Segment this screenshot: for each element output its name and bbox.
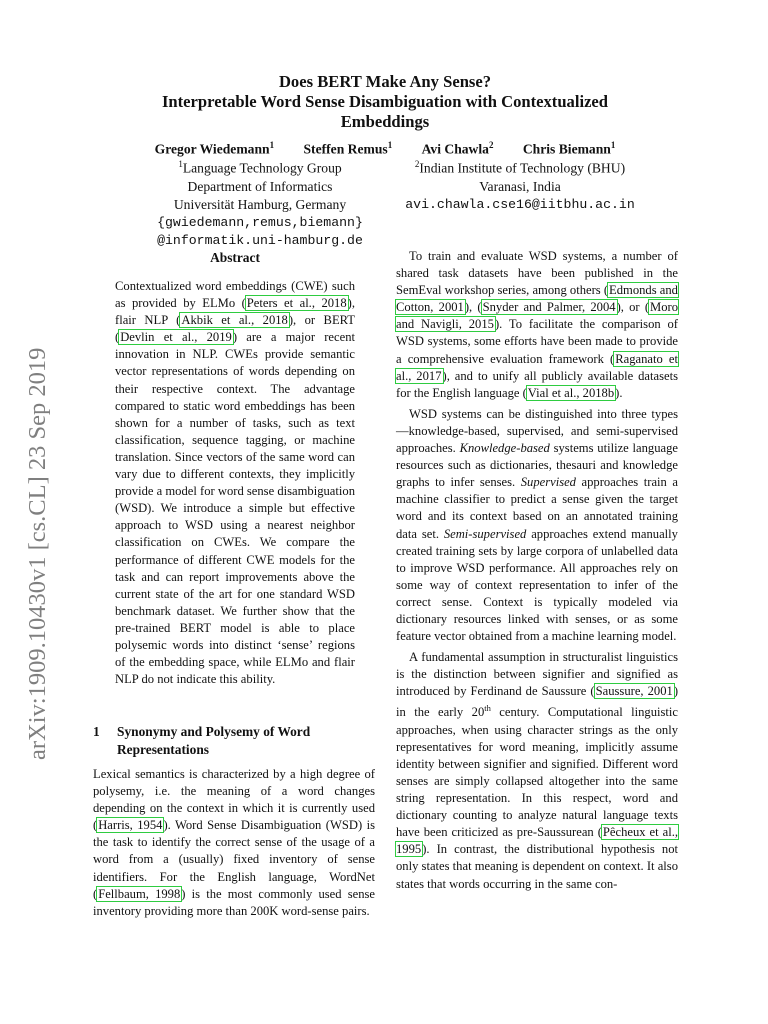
- title-line-3: Embeddings: [340, 112, 430, 131]
- arxiv-stamp-text: arXiv:1909.10430v1 [cs.CL] 23 Sep 2019: [24, 347, 51, 760]
- paper-title: [120, 72, 650, 132]
- citation-link[interactable]: Pêcheux et al., 1995: [396, 825, 678, 857]
- citation-link[interactable]: Moro and Navigli, 2015: [396, 300, 679, 332]
- citation-link[interactable]: Vial et al., 2018b: [527, 385, 615, 400]
- author: Gregor Wiedemann$^1$: [154, 140, 275, 157]
- citation-link[interactable]: Saussure, 2001: [595, 684, 673, 699]
- author: Steffen Remus$^1$: [303, 140, 393, 157]
- affiliation-2: $^2$Indian Institute of Technology (BHU) Varanasi, India avi.chawla.cse16@iitbhu.ac.in: [380, 155, 660, 214]
- citation-link[interactable]: Akbik et al., 2018: [181, 313, 288, 328]
- title-line-1: Does BERT Make Any Sense?: [278, 72, 492, 91]
- section-1-body: Lexical semantics is characterized by a high degree of polysemy, i.e. the meaning of a word changes depending on the context in which it is currently used (Harris, 1954). Word Sense Disambiguation (WSD) is the task to identify the correct sense of the usage of a word from a (usually) fixed inventory of sense identifiers. For the English language, WordNet (Fellbaum, 1998) is the most commonly used sense inventory providing more than 200K word-sense pairs.: [93, 767, 375, 918]
- citation-link[interactable]: Fellbaum, 1998: [98, 886, 181, 901]
- arxiv-stamp: [20, 320, 56, 760]
- citation-link[interactable]: Raganato et al., 2017: [396, 351, 679, 383]
- right-column-body: [396, 248, 678, 893]
- abstract-body: Contextualized word embeddings (CWE) such as provided by ELMo (Peters et al., 2018), flair NLP (Akbik et al., 2018), or BERT (Devlin et al., 2019) are a major recent innovation in NLP. CWEs provide semantic vector representations of words depending on their respective context. The advantage compared to static word embeddings has been shown for a number of tasks, such as text classification, sequence tagging, or machine translation. Since vectors of the same word can vary due to different contexts, they implicitly provide a model for word sense disambiguation (WSD). We introduce a simple but effective approach to WSD using a nearest neighbor classification on CWEs. We compare the performance of different CWE models for the task and can report improvements above the current state of the art for one standard WSD benchmark dataset. We further show that the pre-trained BERT model is able to place polysemic words into distinct ‘sense’ regions of the embedding space, while ELMo and flair NLP do not indicate this ability.: [115, 279, 355, 687]
- citation-link[interactable]: Peters et al., 2018: [246, 296, 347, 311]
- citation-link[interactable]: Snyder and Palmer, 2004: [482, 300, 616, 315]
- affiliation-1: $^1$Language Technology Group Department of Informatics Universität Hamburg, Germany {gwiedemann,remus,biemann} @informatik.uni-hamburg.de: [125, 155, 395, 250]
- title-line-2: Interpretable Word Sense Disambiguation with Contextualized: [161, 92, 609, 111]
- email-2[interactable]: avi.chawla.cse16@iitbhu.ac.in: [405, 196, 635, 212]
- section-title: Synonymy and Polysemy of Word Representations: [117, 724, 311, 757]
- author: Avi Chawla$^2$: [421, 140, 494, 157]
- paragraph: A fundamental assumption in structuralist linguistics is the distinction between signifier and signified as introduced by Ferdinand de Saussure (Saussure, 2001) in the early 20th century. Computational linguistic approaches, when using character strings as the only representatives for word meaning, implicitly assume identity between signifier and signified. Different word senses are simply collapsed altogether into the same string representation. In this respect, word and dictionary counting to analyze natural language texts have been criticized as pre-Saussurean (Pêcheux et al., 1995). In contrast, the distributional hypothesis not only states that meaning is dependent on context. It also states that words occurring in the same con-: [396, 650, 679, 891]
- abstract-heading: Abstract: [210, 250, 260, 265]
- section-number: 1: [93, 724, 100, 739]
- paragraph: WSD systems can be distinguished into three types—knowledge-based, supervised, and semi-supervised approaches. Knowledge-based systems utilize language resources such as dictionaries, thesauri and knowledge graphs to infer senses. Supervised approaches train a machine classifier to predict a sense given the target word and its context based on an annotated training data set. Semi-supervised approaches extend manually created training sets by large corpora of unlabelled data to improve WSD performance. All approaches rely on some way of context representation to infer of the correct sense. Context is typically modeled via dictionary resources linked with senses, or as some feature vector obtained from a machine learning model.: [396, 406, 678, 644]
- email-1-domain[interactable]: @informatik.uni-hamburg.de: [157, 232, 363, 248]
- email-1[interactable]: {gwiedemann,remus,biemann}: [157, 214, 363, 230]
- citation-link[interactable]: Harris, 1954: [98, 818, 163, 833]
- author: Chris Biemann$^1$: [522, 140, 616, 157]
- citation-link[interactable]: Edmonds and Cotton, 2001: [396, 283, 678, 315]
- paragraph: To train and evaluate WSD systems, a number of shared task datasets have been published in the SemEval workshop series, among others (Edmonds and Cotton, 2001), (Snyder and Palmer, 2004), or (Moro and Navigli, 2015). To facilitate the comparison of WSD systems, some efforts have been made to provide a comprehensive evaluation framework (Raganato et al., 2017), and to unify all publicly available datasets for the English language (Vial et al., 2018b).: [396, 249, 679, 400]
- citation-link[interactable]: Devlin et al., 2019: [120, 330, 232, 345]
